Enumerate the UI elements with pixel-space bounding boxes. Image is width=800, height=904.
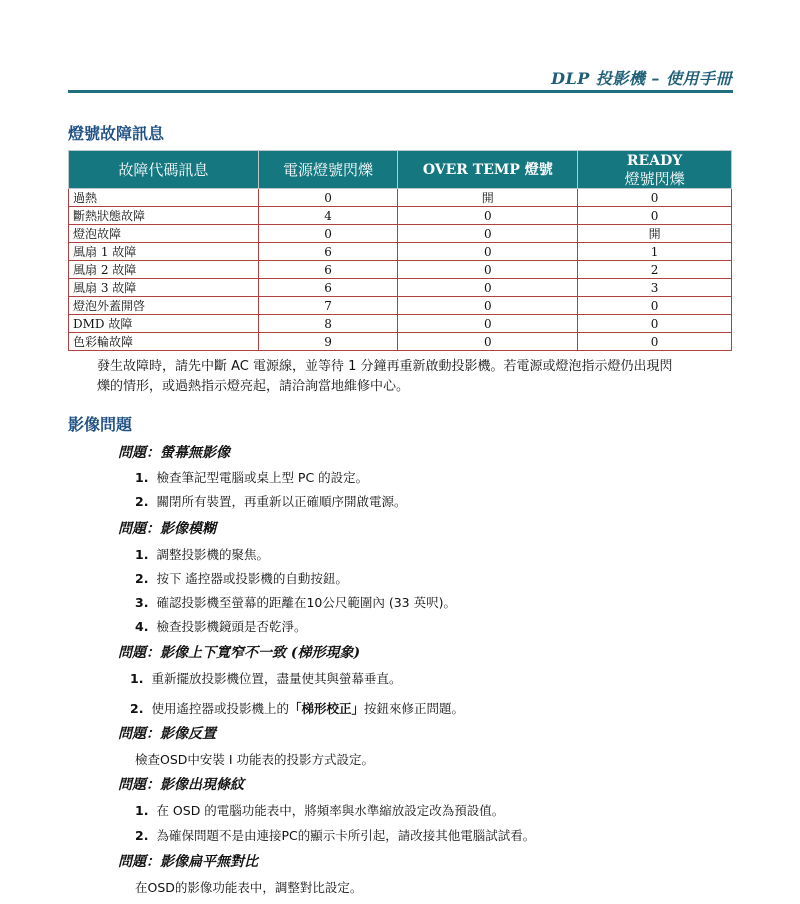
step-text: 為確保問題不是由連接PC的顯示卡所引起，請改接其他電腦試試看。 xyxy=(156,828,536,843)
col-header-error-code: 故障代碼訊息 xyxy=(69,151,259,189)
ready-value: 0 xyxy=(578,297,732,315)
step-number: 4. xyxy=(135,619,149,634)
lamp-error-table xyxy=(68,150,732,351)
ready-value: 0 xyxy=(578,333,732,351)
power-value: 8 xyxy=(258,315,398,333)
error-name: 過熱 xyxy=(69,189,259,207)
error-name: 斷熱狀態故障 xyxy=(69,207,259,225)
power-value: 9 xyxy=(258,333,398,351)
error-name: 燈泡外蓋開啓 xyxy=(69,297,259,315)
problem-title: 問題：影像扁平無對比 xyxy=(118,854,258,870)
image-section-heading: 影像問題 xyxy=(68,415,133,434)
step-item xyxy=(135,801,504,819)
table-header-row xyxy=(69,151,732,189)
step-text: 調整投影機的聚焦。 xyxy=(156,547,269,562)
step-item xyxy=(135,545,269,563)
power-value: 7 xyxy=(258,297,398,315)
header-title: DLP 投影機 – 使用手冊 xyxy=(551,69,732,88)
step-number: 1. xyxy=(135,470,149,485)
power-value: 6 xyxy=(258,261,398,279)
temp-value: 0 xyxy=(398,207,578,225)
problem-title: 問題：影像反置 xyxy=(118,726,216,742)
error-name: 風扇 3 故障 xyxy=(69,279,259,297)
step-item xyxy=(135,468,368,486)
step-item xyxy=(135,750,374,768)
problem-title: 問題：影像出現條紋 xyxy=(118,777,244,793)
col-header-power-led: 電源燈號閃爍 xyxy=(258,151,398,189)
temp-value: 0 xyxy=(398,315,578,333)
step-text: 在OSD的影像功能表中，調整對比設定。 xyxy=(135,880,363,895)
table-row xyxy=(69,225,732,243)
step-number: 3. xyxy=(135,595,149,610)
temp-value: 0 xyxy=(398,279,578,297)
step-item xyxy=(135,569,348,587)
table-row xyxy=(69,189,732,207)
problem-title: 問題：螢幕無影像 xyxy=(118,445,230,461)
step-number: 2. xyxy=(135,828,149,843)
step-item xyxy=(135,878,362,896)
ready-value: 0 xyxy=(578,207,732,225)
error-name: 色彩輪故障 xyxy=(69,333,259,351)
table-row xyxy=(69,261,732,279)
step-text: 檢查投影機鏡頭是否乾淨。 xyxy=(156,619,307,634)
lamp-note xyxy=(97,357,737,397)
power-value: 0 xyxy=(258,225,398,243)
step-number: 2. xyxy=(130,701,144,716)
step-item xyxy=(135,593,456,611)
temp-value: 0 xyxy=(398,297,578,315)
step-item xyxy=(130,699,464,717)
col-header-over-temp: OVER TEMP 燈號 xyxy=(398,151,578,189)
error-name: 風扇 2 故障 xyxy=(69,261,259,279)
power-value: 6 xyxy=(258,243,398,261)
ready-label: READY xyxy=(626,153,683,169)
table-row xyxy=(69,207,732,225)
temp-value: 0 xyxy=(398,261,578,279)
ready-value: 0 xyxy=(578,189,732,207)
step-text: 在 OSD 的電腦功能表中，將頻率與水準縮放設定改為預設值。 xyxy=(156,803,505,818)
error-name: 燈泡故障 xyxy=(69,225,259,243)
step-text: 使用遙控器或投影機上的 xyxy=(151,701,289,716)
step-item xyxy=(135,492,406,510)
step-text: 檢查OSD中安裝 I 功能表的投影方式設定。 xyxy=(135,752,375,767)
step-text: 關閉所有裝置，再重新以正確順序開啟電源。 xyxy=(156,494,407,509)
table-row xyxy=(69,297,732,315)
table-row xyxy=(69,333,732,351)
power-value: 0 xyxy=(258,189,398,207)
problem-title: 問題：影像上下寬窄不一致 (梯形現象) xyxy=(118,645,361,661)
col-header-ready xyxy=(578,151,732,189)
step-number: 1. xyxy=(135,547,149,562)
step-number: 1. xyxy=(130,671,144,686)
lamp-section-heading: 燈號故障訊息 xyxy=(68,124,165,143)
table-row xyxy=(69,279,732,297)
step-text: 檢查筆記型電腦或桌上型 PC 的設定。 xyxy=(156,470,369,485)
step-text: 按鈕來修正問題。 xyxy=(363,701,464,716)
error-name: DMD 故障 xyxy=(69,315,259,333)
lamp-note-line: 爍的情形，或過熱指示燈亮起，請洽詢當地維修中心。 xyxy=(97,379,410,394)
step-text: 重新擺放投影機位置，盡量使其與螢幕垂直。 xyxy=(151,671,402,686)
power-value: 6 xyxy=(258,279,398,297)
ready-value: 3 xyxy=(578,279,732,297)
step-text: 確認投影機至螢幕的距離在10公尺範圍內 (33 英呎)。 xyxy=(156,595,456,610)
header-rule xyxy=(68,90,733,93)
temp-value: 0 xyxy=(398,225,578,243)
ready-sub-label: 燈號閃爍 xyxy=(624,170,685,188)
step-number: 2. xyxy=(135,571,149,586)
power-value: 4 xyxy=(258,207,398,225)
step-item xyxy=(135,617,306,635)
lamp-note-line: 發生故障時，請先中斷 AC 電源線，並等待 1 分鐘再重新啟動投影機。若電源或燈泡指示燈仍出現閃 xyxy=(97,359,673,374)
step-number: 2. xyxy=(135,494,149,509)
table-row xyxy=(69,315,732,333)
problem-title: 問題：影像模糊 xyxy=(118,521,216,537)
step-item xyxy=(135,826,535,844)
step-number: 1. xyxy=(135,803,149,818)
temp-value: 開 xyxy=(398,189,578,207)
temp-value: 0 xyxy=(398,243,578,261)
ready-value: 2 xyxy=(578,261,732,279)
keystone-label: 「梯形校正」 xyxy=(288,701,364,716)
error-name: 風扇 1 故障 xyxy=(69,243,259,261)
temp-value: 0 xyxy=(398,333,578,351)
ready-value: 1 xyxy=(578,243,732,261)
table-row xyxy=(69,243,732,261)
ready-value: 0 xyxy=(578,315,732,333)
step-item xyxy=(130,669,401,687)
step-text: 按下 遙控器或投影機的自動按鈕。 xyxy=(156,571,348,586)
ready-value: 開 xyxy=(578,225,732,243)
